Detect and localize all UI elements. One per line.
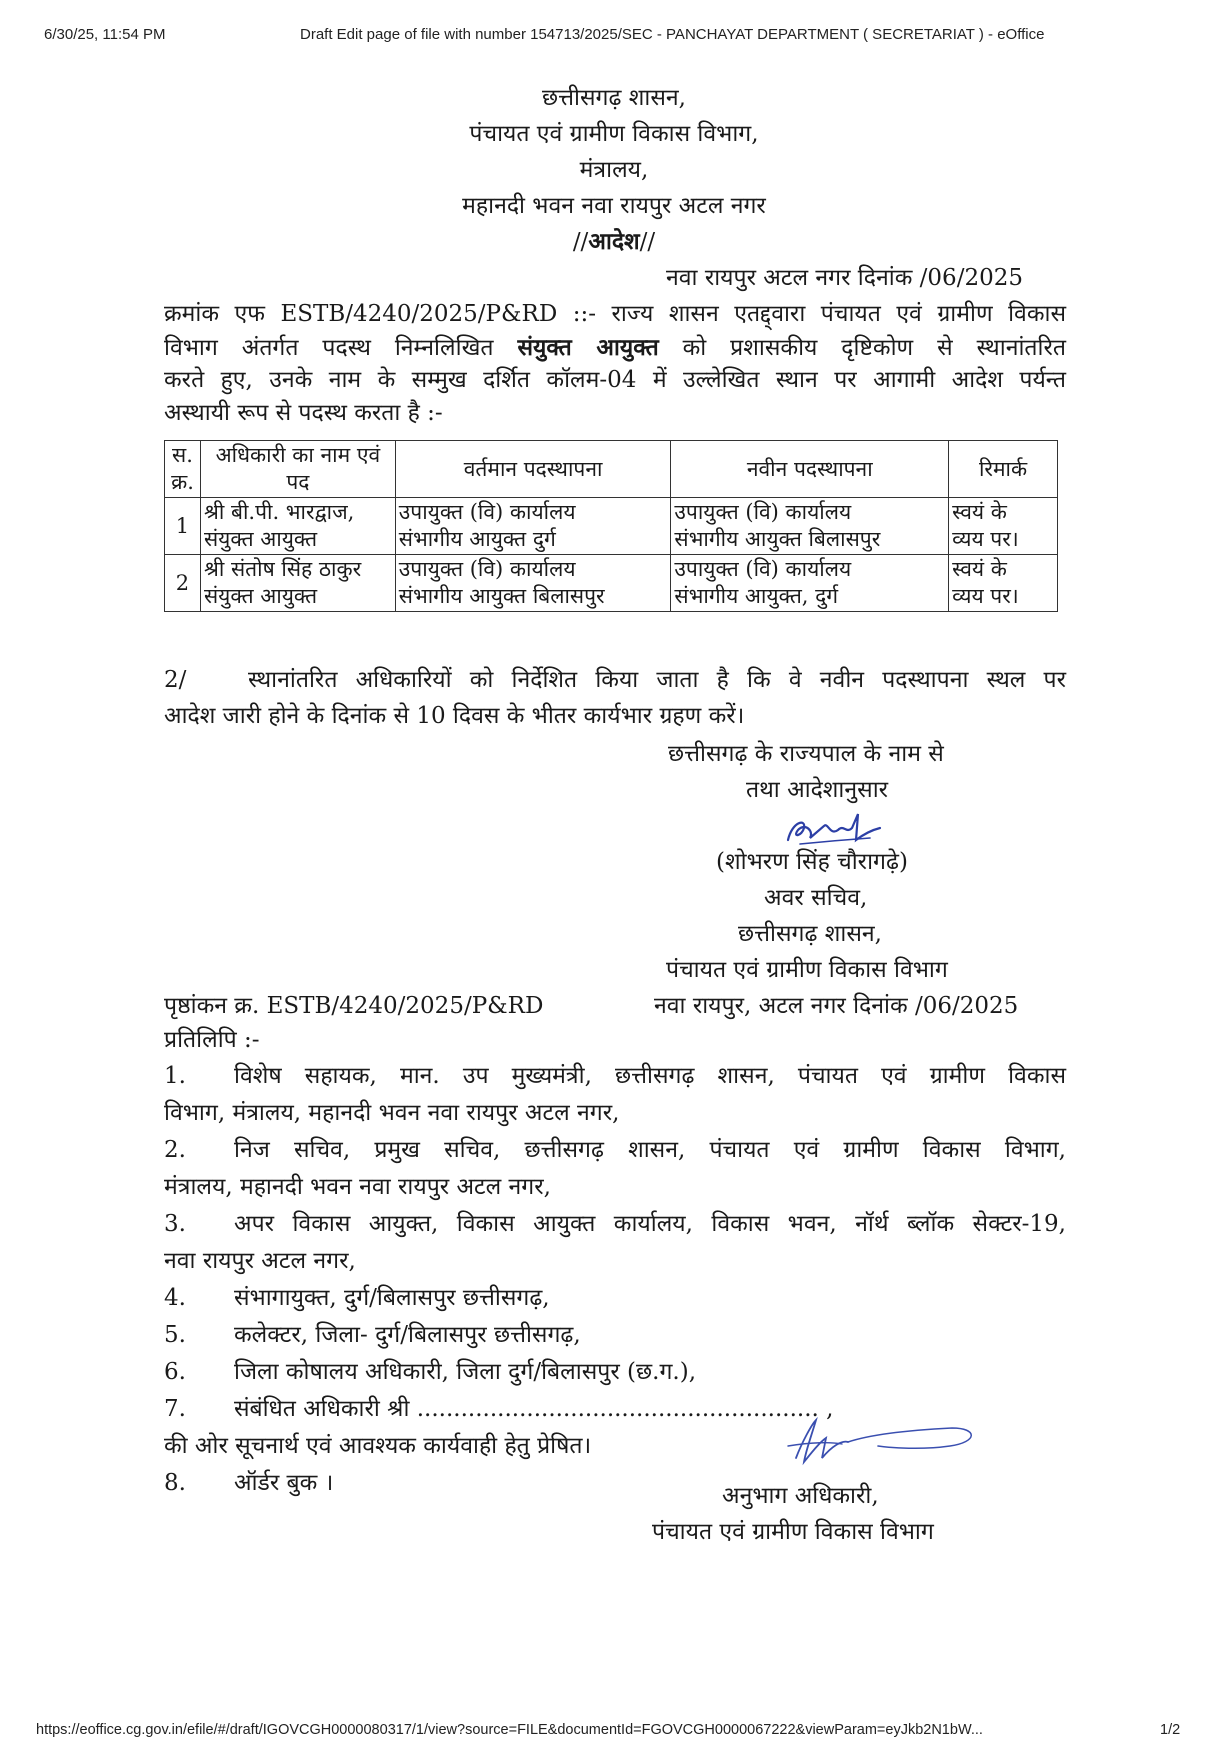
row-serial: 2 [165, 555, 201, 612]
copy-label: प्रतिलिपि :- [164, 1027, 260, 1053]
endorsement-number: पृष्ठांकन क्र. ESTB/4240/2025/P&RD [164, 993, 544, 1019]
signatory-authority-line2: तथा आदेशानुसार [746, 777, 889, 803]
header-remark: रिमार्क [949, 441, 1058, 498]
list-item: 7. संबंधित अधिकारी श्री ....................................................... , [164, 1396, 834, 1422]
row-officer: श्री संतोष सिंह ठाकुर संयुक्त आयुक्त [200, 555, 395, 612]
endorsement-place-date: नवा रायपुर, अटल नगर दिनांक /06/2025 [654, 993, 1019, 1019]
list-item: 1. विशेष सहायक, मान. उप मुख्यमंत्री, छत्तीसगढ़ शासन, पंचायत एवं ग्रामीण विकास [164, 1063, 1066, 1089]
department-name: पंचायत एवं ग्रामीण विकास विभाग, [469, 121, 759, 147]
section-officer-designation: अनुभाग अधिकारी, [722, 1483, 879, 1509]
row-current-posting: उपायुक्त (वि) कार्यालय संभागीय आयुक्त बिलासपुर [395, 555, 671, 612]
print-page-title: Draft Edit page of file with number 154713/2025/SEC - PANCHAYAT DEPARTMENT ( SECRETARIAT ) - eOffice [300, 26, 1045, 43]
signatory-govt: छत्तीसगढ़ शासन, [738, 921, 882, 947]
section-officer-dept: पंचायत एवं ग्रामीण विकास विभाग [652, 1519, 934, 1545]
print-page-number: 1/2 [1160, 1722, 1181, 1738]
signatory-name: (शोभरण सिंह चौरागढ़े) [716, 849, 908, 875]
table-header-row [165, 441, 1058, 498]
list-item: 5. कलेक्टर, जिला- दुर्ग/बिलासपुर छत्तीसगढ़, [164, 1322, 581, 1348]
print-footer [0, 1722, 1228, 1744]
list-item-cont: मंत्रालय, महानदी भवन नवा रायपुर अटल नगर, [164, 1174, 551, 1200]
list-item: 2. निज सचिव, प्रमुख सचिव, छत्तीसगढ़ शासन, पंचायत एवं ग्रामीण विकास विभाग, [164, 1137, 1066, 1163]
header-current-posting: वर्तमान पदस्थापना [395, 441, 671, 498]
order-line-1: क्रमांक एफ ESTB/4240/2025/P&RD ::- राज्य शासन एतद्द्वारा पंचायत एवं ग्रामीण विकास [164, 301, 1066, 327]
para2-line-2: आदेश जारी होने के दिनांक से 10 दिवस के भीतर कार्यभार ग्रहण करें। [164, 703, 745, 729]
list-item: 3. अपर विकास आयुक्त, विकास आयुक्त कार्यालय, विकास भवन, नॉर्थ ब्लॉक सेक्टर-19, [164, 1211, 1066, 1237]
order-title: आदेश [588, 228, 640, 255]
row-serial: 1 [165, 498, 201, 555]
order-heading: //आदेश// [572, 228, 656, 255]
print-timestamp: 6/30/25, 11:54 PM [44, 26, 166, 43]
row-officer: श्री बी.पी. भारद्वाज, संयुक्त आयुक्त [200, 498, 395, 555]
order-line-2: विभाग अंतर्गत पदस्थ निम्नलिखित संयुक्त आयुक्त को प्रशासकीय दृष्टिकोण से स्थानांतरित [164, 334, 1067, 361]
header-new-posting: नवीन पदस्थापना [671, 441, 949, 498]
table-row [165, 555, 1058, 612]
header-officer: अधिकारी का नाम एवं पद [200, 441, 395, 498]
order-line-3: करते हुए, उनके नाम के सम्मुख दर्शित कॉलम-04 में उल्लेखित स्थान पर आगामी आदेश पर्यन्त [164, 367, 1066, 393]
list-item-cont: नवा रायपुर अटल नगर, [164, 1248, 356, 1274]
row-new-posting: उपायुक्त (वि) कार्यालय संभागीय आयुक्त बिलासपुर [671, 498, 949, 555]
order-line-4: अस्थायी रूप से पदस्थ करता है :- [164, 400, 443, 426]
row-remark: स्वयं के व्यय पर। [949, 498, 1058, 555]
row-current-posting: उपायुक्त (वि) कार्यालय संभागीय आयुक्त दुर्ग [395, 498, 671, 555]
para2-number: 2/ [164, 667, 187, 693]
designation-bold: संयुक्त आयुक्त [517, 334, 659, 361]
list-item: 8. ऑर्डर बुक । [164, 1470, 334, 1496]
order-place-date: नवा रायपुर अटल नगर दिनांक /06/2025 [666, 265, 1023, 291]
table-row [165, 498, 1058, 555]
transfer-table [164, 440, 1058, 612]
para2-line-1: स्थानांतरित अधिकारियों को निर्देशित किया जाता है कि वे नवीन पदस्थापना स्थल पर [248, 667, 1066, 693]
ministry-name: मंत्रालय, [579, 157, 649, 183]
forward-line: की ओर सूचनार्थ एवं आवश्यक कार्यवाही हेतु प्रेषित। [164, 1433, 592, 1459]
signatory-designation: अवर सचिव, [764, 885, 868, 911]
govt-name: छत्तीसगढ़ शासन, [542, 85, 686, 111]
row-remark: स्वयं के व्यय पर। [949, 555, 1058, 612]
list-item-cont: विभाग, मंत्रालय, महानदी भवन नवा रायपुर अटल नगर, [164, 1100, 620, 1126]
signatory-authority-line1: छत्तीसगढ़ के राज्यपाल के नाम से [668, 741, 944, 767]
header-serial: स. क्र. [165, 441, 201, 498]
print-header [0, 26, 1228, 50]
list-item: 6. जिला कोषालय अधिकारी, जिला दुर्ग/बिलासपुर (छ.ग.), [164, 1359, 697, 1385]
row-new-posting: उपायुक्त (वि) कार्यालय संभागीय आयुक्त, दुर्ग [671, 555, 949, 612]
print-url: https://eoffice.cg.gov.in/efile/#/draft/IGOVCGH0000080317/1/view?source=FILE&documentId=FGOVCGH0000067222&viewParam=eyJkb2N1bW... [36, 1722, 983, 1738]
list-item: 4. संभागायुक्त, दुर्ग/बिलासपुर छत्तीसगढ़, [164, 1285, 550, 1311]
signature-section-officer [782, 1412, 982, 1474]
order-paragraph [164, 298, 1066, 430]
office-address: महानदी भवन नवा रायपुर अटल नगर [462, 193, 766, 219]
signatory-dept: पंचायत एवं ग्रामीण विकास विभाग [666, 957, 948, 983]
